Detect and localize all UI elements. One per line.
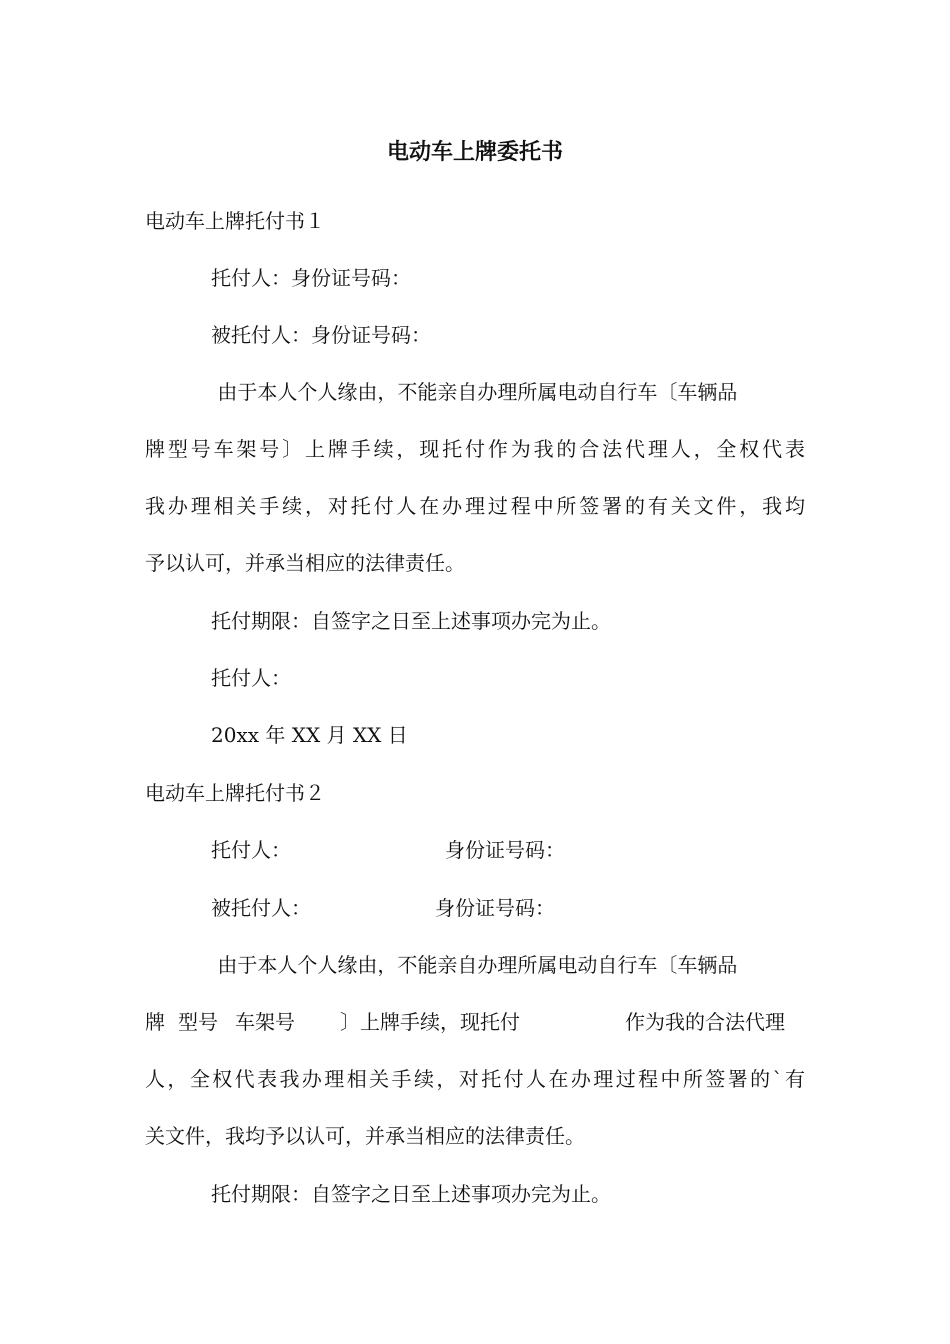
section2-paragraph-line-2-frame: 车架号 — [235, 1010, 295, 1034]
section2-heading: 电动车上牌托付书２ — [145, 781, 325, 805]
section2-term: 托付期限：自签字之日至上述事项办完为止。 — [211, 1182, 611, 1206]
section1-paragraph-line-2: 牌型号车架号〕上牌手续，现托付作为我的合法代理人，全权代表 — [145, 437, 805, 461]
section2-paragraph-line-3: 人，全权代表我办理相关手续，对托付人在办理过程中所签署的`有 — [145, 1067, 805, 1091]
section2-paragraph-line-1: 由于本人个人缘由，不能亲自办理所属电动自行车〔车辆品 — [211, 953, 738, 977]
document-title: 电动车上牌委托书 — [386, 139, 563, 165]
section2-paragraph-line-2-brand: 牌 — [145, 1010, 165, 1034]
section2-client-label: 托付人： — [211, 838, 291, 862]
section1-date: 20xx 年 XX 月 XX 日 — [211, 723, 408, 747]
section2-paragraph-line-2-plate: 〕上牌手续，现托付 — [340, 1010, 520, 1034]
section1-paragraph-line-3: 我办理相关手续，对托付人在办理过程中所签署的有关文件，我均 — [145, 494, 805, 518]
section2-paragraph-line-2-model: 型号 — [178, 1010, 218, 1034]
section2-client-id-label: 身份证号码： — [445, 838, 565, 862]
section1-signer: 托付人： — [211, 666, 291, 690]
section1-heading: 电动车上牌托付书１ — [145, 209, 325, 233]
section1-term: 托付期限：自签字之日至上述事项办完为止。 — [211, 609, 611, 633]
section1-paragraph-line-1: 由于本人个人缘由，不能亲自办理所属电动自行车〔车辆品 — [211, 380, 738, 404]
section2-paragraph-line-4: 关文件，我均予以认可，并承当相应的法律责任。 — [145, 1124, 585, 1148]
section1-paragraph-line-4: 予以认可，并承当相应的法律责任。 — [145, 551, 465, 575]
section1-client-line: 托付人：身份证号码： — [211, 266, 411, 290]
section2-paragraph-line-2-agent: 作为我的合法代理 — [625, 1010, 785, 1034]
section2-agent-id-label: 身份证号码： — [435, 896, 555, 920]
section1-agent-line: 被托付人：身份证号码： — [211, 323, 431, 347]
section2-agent-label: 被托付人： — [211, 896, 311, 920]
